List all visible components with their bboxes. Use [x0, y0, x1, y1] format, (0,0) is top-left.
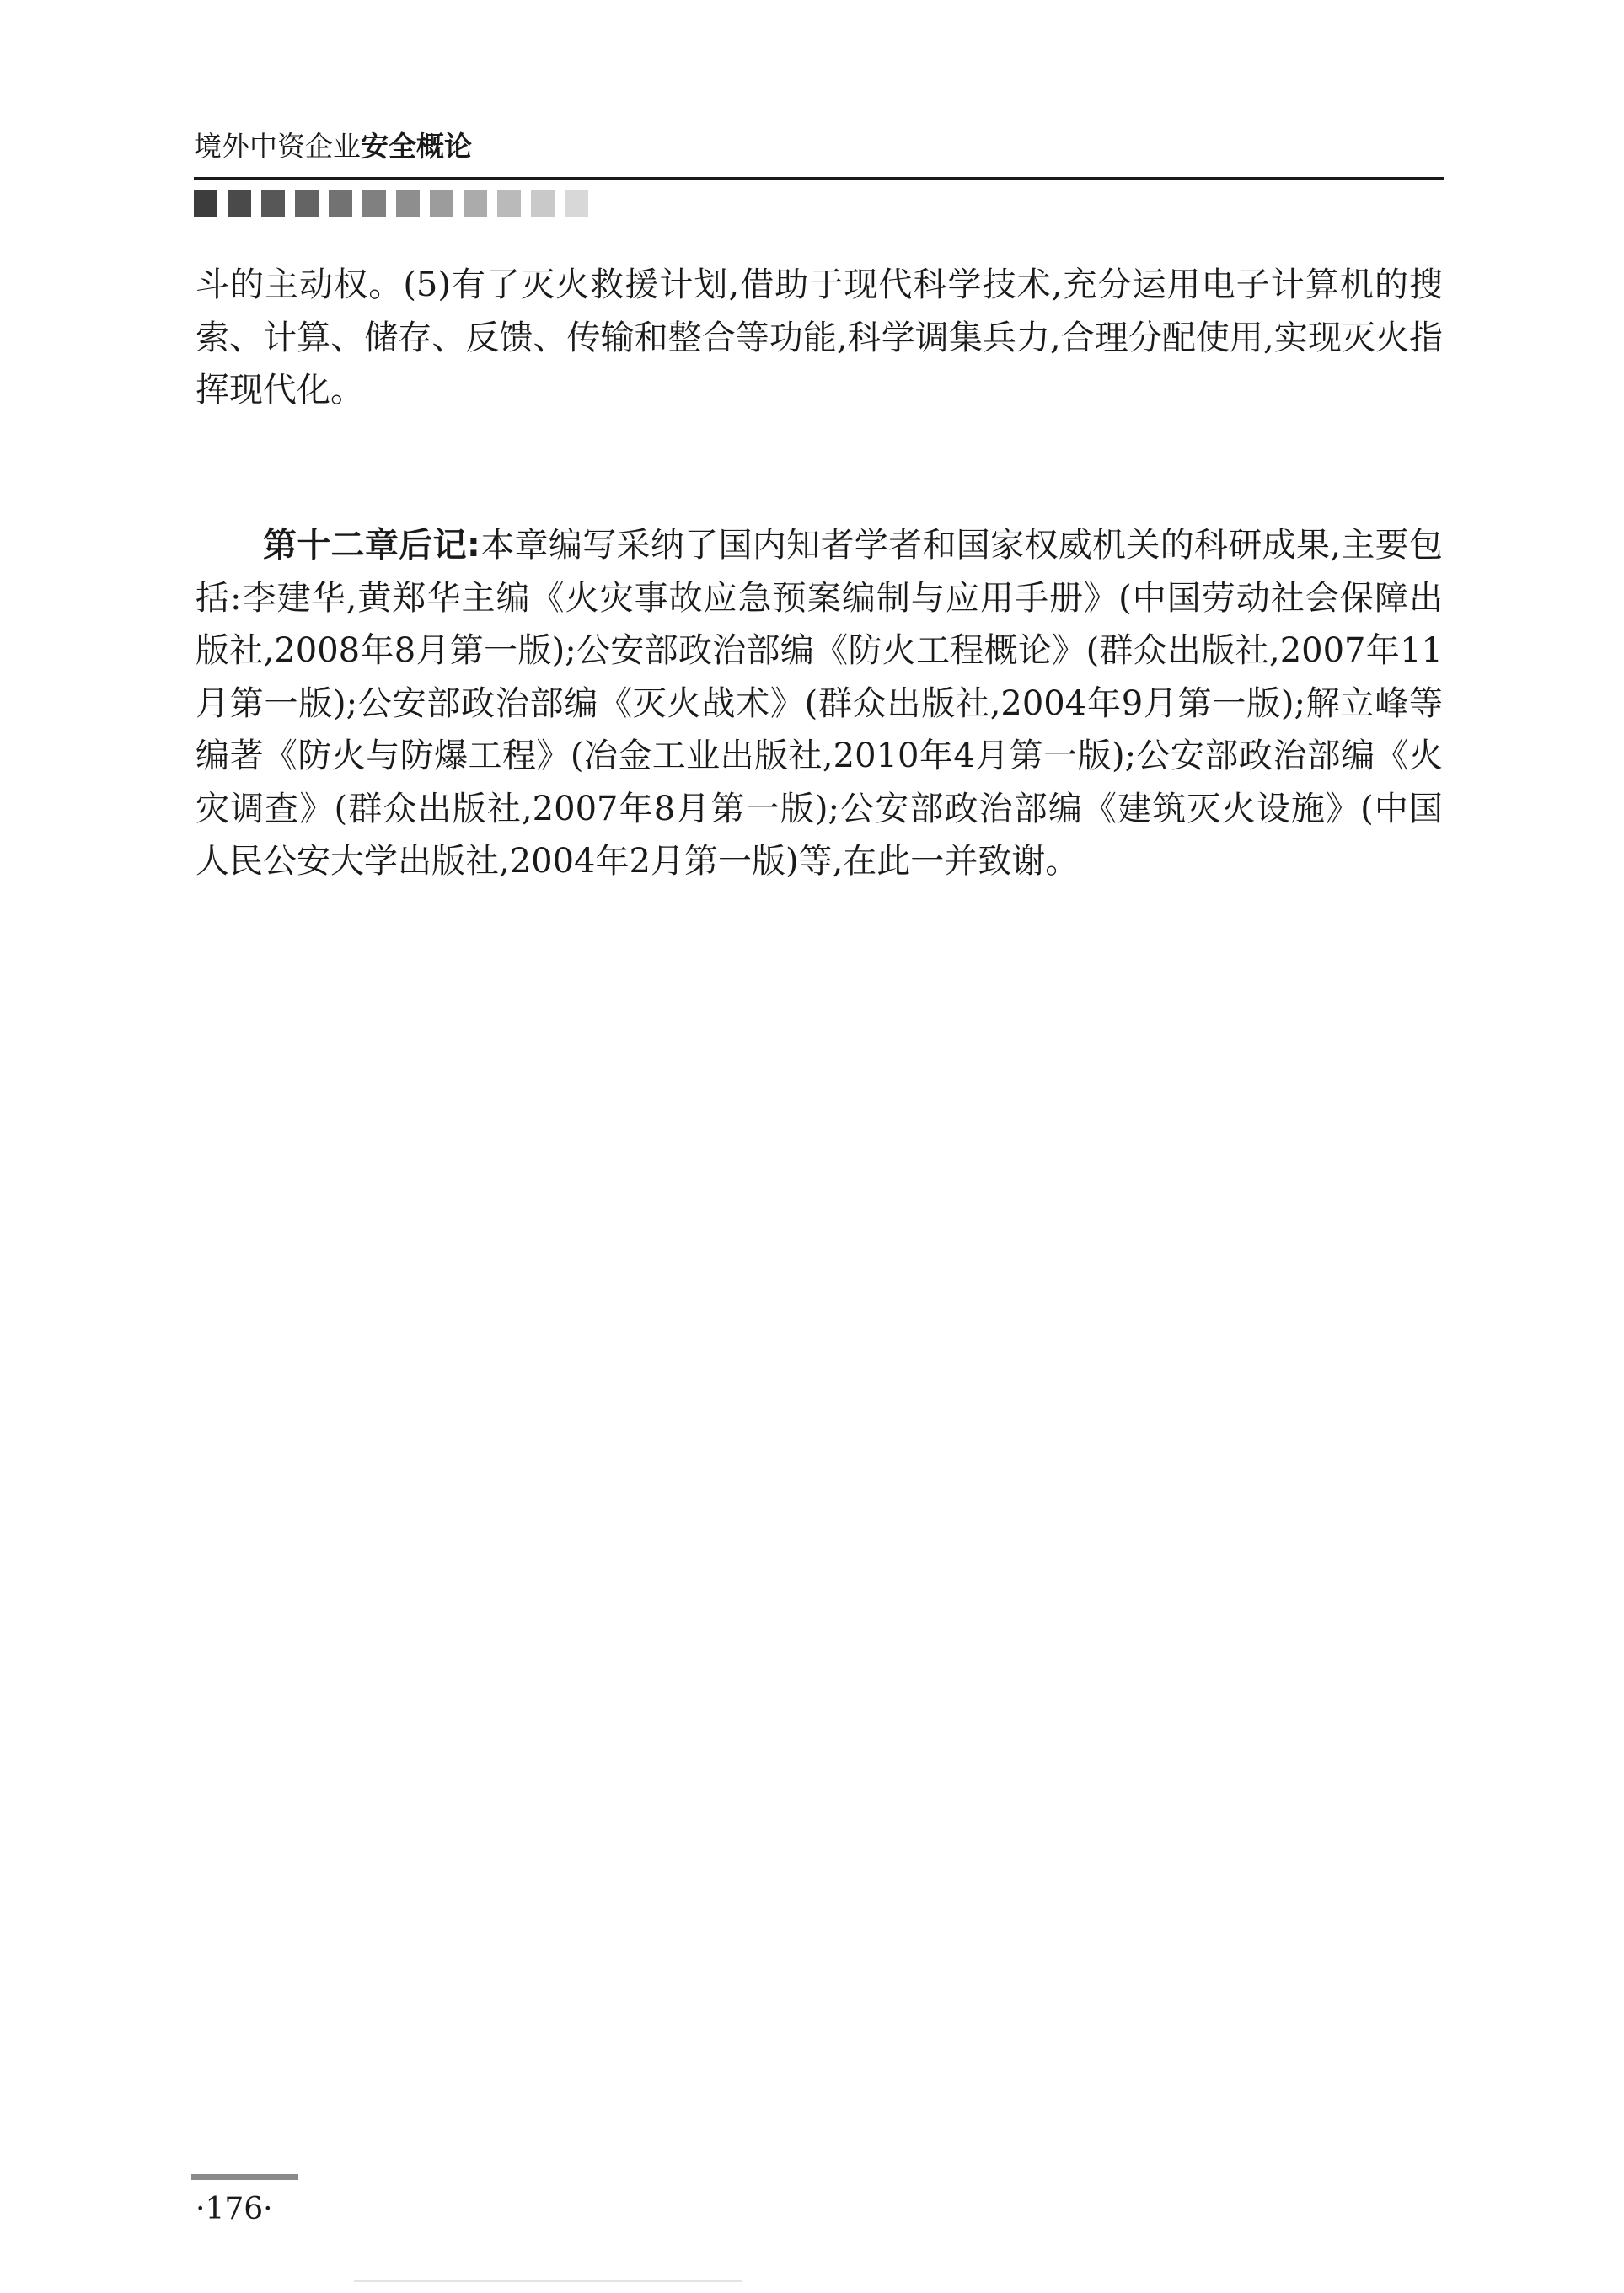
running-header — [194, 126, 1444, 177]
book-title-bold: 安全概论 — [361, 130, 472, 163]
chapter-afterword-paragraph — [196, 519, 1443, 888]
footer-rule — [191, 2174, 298, 2180]
gradient-block-5 — [329, 190, 352, 217]
gradient-block-3 — [261, 190, 285, 217]
body-paragraph-1: 斗的主动权。(5)有了灭火救援计划,借助于现代科学技术,充分运用电子计算机的搜索、计算、储存、反馈、传输和整合等功能,科学调集兵力,合理分配使用,实现灭火指挥现代化。 — [196, 265, 1443, 410]
afterword-heading: 第十二章后记: — [263, 526, 480, 565]
gradient-block-1 — [194, 190, 217, 217]
gradient-block-12 — [565, 190, 588, 217]
afterword-text: 本章编写采纳了国内知者学者和国家权威机关的科研成果,主要包括:李建华,黄郑华主编《火灾事故应急预案编制与应用手册》(中国劳动社会保障出版社,2008年8月第一版);公安部政治部编《防火工程概论》(群众出版社,2007年11月第一版);公安部政治部编《灭火战术》(群众出版社,2004年9月第一版);解立峰等编著《防火与防爆工程》(冶金工业出版社,2010年4月第一版);公安部政治部编《火灾调查》(群众出版社,2007年8月第一版);公安部政治部编《建筑灭火设施》(中国人民公安大学出版社,2004年2月第一版)等,在此一并致谢。 — [196, 526, 1443, 881]
book-title — [194, 126, 472, 167]
bottom-edge-line — [354, 2280, 742, 2282]
page-number: ·176· — [196, 2192, 273, 2226]
gradient-block-8 — [430, 190, 453, 217]
gradient-block-11 — [531, 190, 555, 217]
gradient-block-7 — [396, 190, 420, 217]
gradient-block-2 — [228, 190, 251, 217]
gradient-block-10 — [497, 190, 521, 217]
gradient-block-6 — [362, 190, 386, 217]
book-title-regular: 境外中资企业 — [194, 130, 361, 163]
gradient-block-9 — [464, 190, 487, 217]
gradient-block-4 — [295, 190, 319, 217]
header-rule — [194, 177, 1444, 180]
decorative-gradient-blocks — [194, 190, 598, 217]
